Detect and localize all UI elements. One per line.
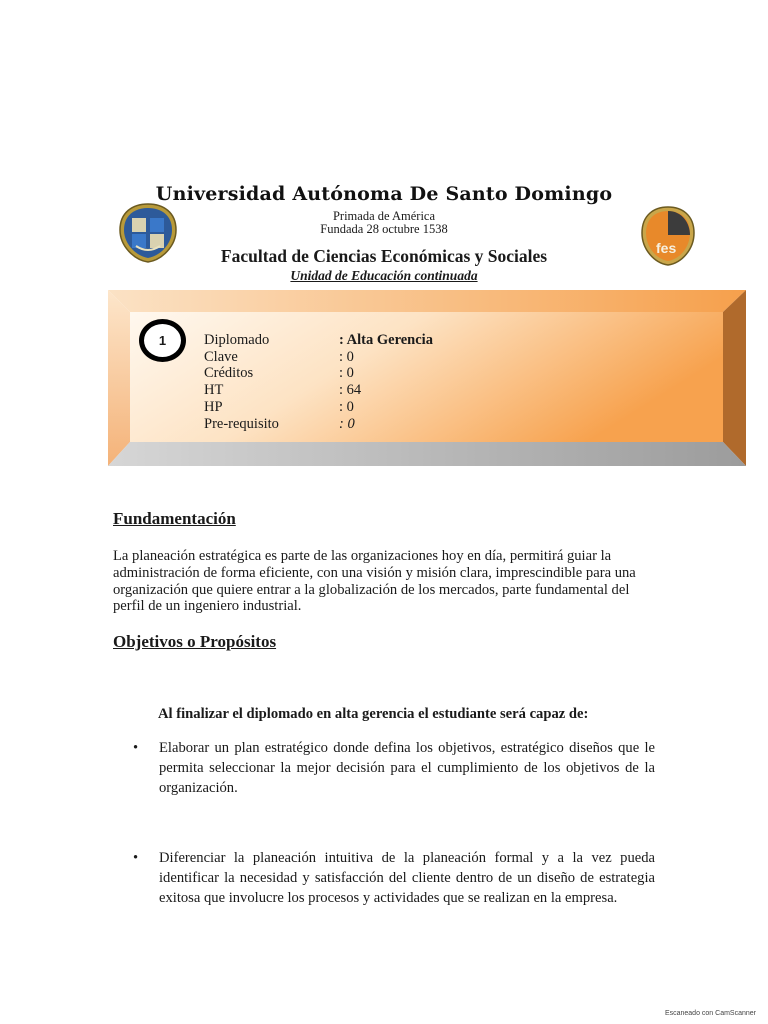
diploma-info-table <box>204 332 433 432</box>
info-label: Pre-requisito <box>204 415 279 432</box>
info-row-hp <box>204 399 433 416</box>
university-subtitle: Primada de América <box>332 209 436 223</box>
info-value: : 0 <box>339 348 354 365</box>
info-value: : 0 <box>339 365 354 382</box>
info-label: HP <box>204 398 223 415</box>
objective-item: Diferenciar la planeación intuitiva de la planeación formal y a la vez pueda identificar la necesidad y satisfacción del cliente dentro de un diseño de estrategia exitosa que involucre los procesos y actividades que se realizan en la empresa. <box>159 850 655 906</box>
section-heading-objetivos: Objetivos o Propósitos <box>113 632 277 651</box>
info-row-clave <box>204 349 433 366</box>
diploma-number-badge: 1 <box>139 319 186 362</box>
scanner-watermark: Escaneado con CamScanner <box>664 1010 756 1017</box>
faculty-title: Facultad de Ciencias Económicas y Sociales <box>220 246 548 266</box>
founding-date: Fundada 28 octubre 1538 <box>320 222 448 236</box>
info-row-ht <box>204 382 433 399</box>
fundamentacion-paragraph: La planeación estratégica es parte de las organizaciones hoy en día, permitirá guiar la administración de forma eficiente, con una visión y misión clara, imprescindible para una organización que quiere entrar a la globalización de los mercados, parte fundamental del perfil de un ingeniero industrial. <box>113 548 636 615</box>
bullet-icon: • <box>133 850 139 866</box>
info-row-diplomado <box>204 332 433 349</box>
university-title: Universidad Autónoma De Santo Domingo <box>155 183 613 205</box>
bullet-icon: • <box>133 740 139 756</box>
info-value: : 0 <box>339 398 354 415</box>
svg-text:fes: fes <box>656 240 677 256</box>
info-value: : 0 <box>339 415 355 432</box>
info-label: HT <box>204 382 224 399</box>
uasd-seal-icon <box>118 202 178 264</box>
info-value: : Alta Gerencia <box>339 332 433 348</box>
unit-title: Unidad de Educación continuada <box>290 268 478 283</box>
info-row-creditos <box>204 365 433 382</box>
info-label: Diplomado <box>204 332 270 348</box>
section-heading-fundamentacion: Fundamentación <box>113 509 236 528</box>
objective-item: Elaborar un plan estratégico donde defina los objetivos, estratégico diseños que le permita seleccionar la mejor decisión para el cumplimiento de los objetivos de la organización. <box>159 740 655 796</box>
info-row-prerequisito <box>204 416 433 433</box>
faces-seal-icon <box>640 205 696 267</box>
info-label: Clave <box>204 348 238 365</box>
info-value: : 64 <box>339 382 362 399</box>
objetivos-lead: Al finalizar el diplomado en alta gerencia el estudiante será capaz de: <box>158 706 589 722</box>
info-label: Créditos <box>204 365 254 382</box>
